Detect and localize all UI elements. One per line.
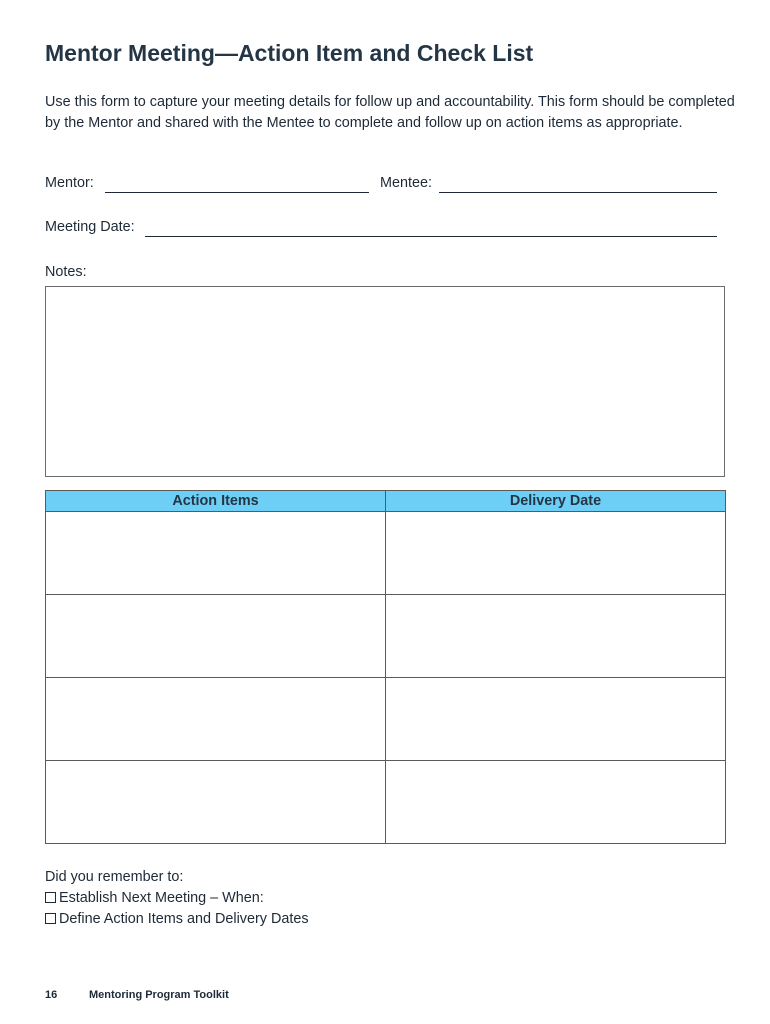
delivery-date-cell[interactable] <box>386 678 726 761</box>
reminder-heading: Did you remember to: <box>45 869 184 885</box>
meeting-date-label: Meeting Date: <box>45 219 135 235</box>
checkbox-next-meeting[interactable] <box>45 892 56 903</box>
action-items-header: Action Items <box>46 491 386 512</box>
action-item-cell[interactable] <box>46 761 386 844</box>
action-item-cell[interactable] <box>46 678 386 761</box>
notes-textarea[interactable] <box>45 286 725 477</box>
page-title: Mentor Meeting—Action Item and Check List <box>45 40 534 66</box>
checklist-label: Establish Next Meeting – When: <box>59 890 264 906</box>
delivery-date-header: Delivery Date <box>386 491 726 512</box>
document-name: Mentoring Program Toolkit <box>89 989 229 1001</box>
checklist-item-action-items <box>45 909 309 930</box>
action-items-table <box>45 490 726 844</box>
mentor-label: Mentor: <box>45 175 94 191</box>
table-row <box>46 761 726 844</box>
action-item-cell[interactable] <box>46 595 386 678</box>
mentor-mentee-row <box>45 175 725 197</box>
checklist-label: Define Action Items and Delivery Dates <box>59 911 309 927</box>
checklist-item-next-meeting <box>45 888 309 909</box>
meeting-date-field[interactable] <box>145 236 717 237</box>
delivery-date-cell[interactable] <box>386 512 726 595</box>
table-row <box>46 512 726 595</box>
table-row <box>46 595 726 678</box>
intro-paragraph: Use this form to capture your meeting details for follow up and accountability. This form should be completed by the Mentor and shared with the Mentee to complete and follow up on action items as appropriate. <box>45 94 735 131</box>
mentee-label: Mentee: <box>380 175 432 191</box>
delivery-date-cell[interactable] <box>386 595 726 678</box>
table-row <box>46 678 726 761</box>
meeting-date-row <box>45 219 725 241</box>
page-number: 16 <box>45 989 58 1001</box>
table-header-row <box>46 491 726 512</box>
mentor-field[interactable] <box>105 192 369 193</box>
reminder-section <box>45 867 309 930</box>
checkbox-action-items[interactable] <box>45 913 56 924</box>
action-item-cell[interactable] <box>46 512 386 595</box>
mentee-field[interactable] <box>439 192 717 193</box>
notes-label: Notes: <box>45 264 87 280</box>
delivery-date-cell[interactable] <box>386 761 726 844</box>
